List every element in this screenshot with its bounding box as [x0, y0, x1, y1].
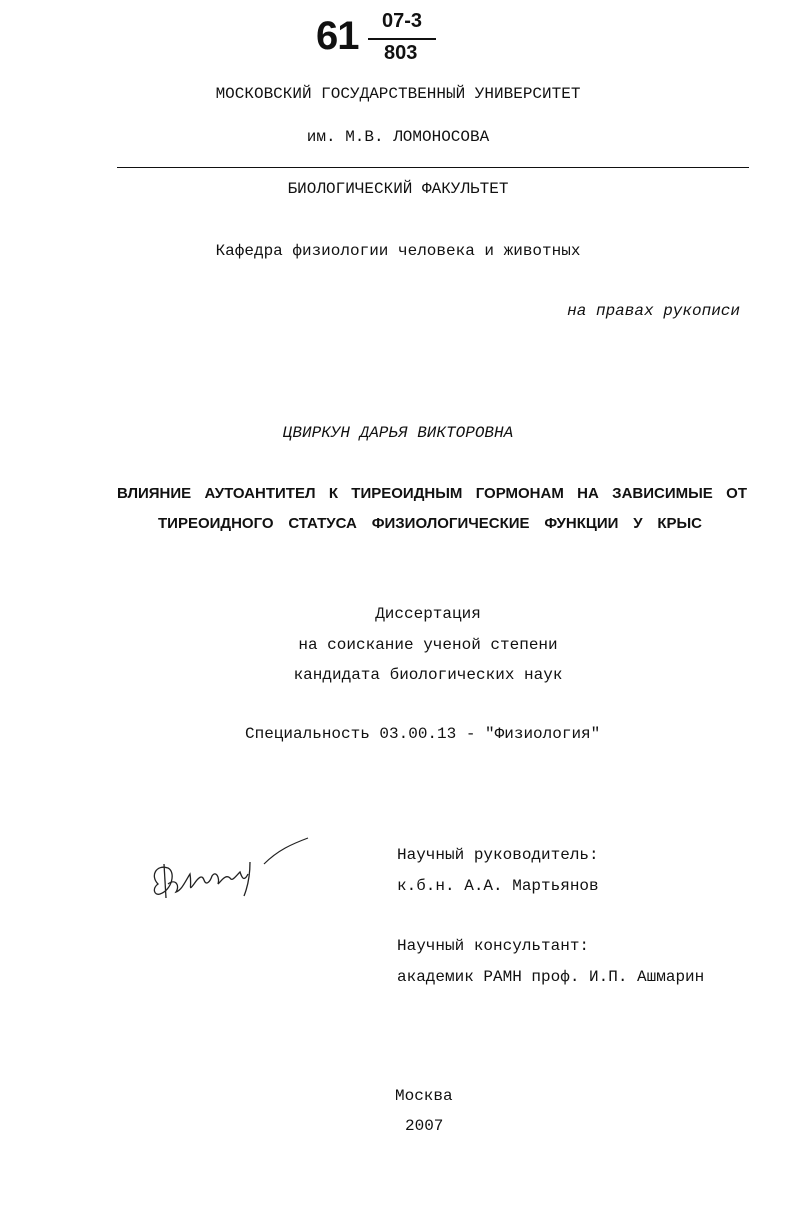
title-word: ЗАВИСИМЫЕ: [612, 485, 713, 502]
dissertation-degree: кандидата биологических наук: [293, 666, 563, 684]
university-name: МОСКОВСКИЙ ГОСУДАРСТВЕННЫЙ УНИВЕРСИТЕТ: [215, 85, 581, 103]
department-name: Кафедра физиологии человека и животных: [215, 242, 581, 260]
header-divider: [117, 167, 749, 168]
shelf-code-denominator: 803: [384, 42, 418, 64]
university-named-after: им. М.В. ЛОМОНОСОВА: [306, 128, 490, 146]
specialty: Специальность 03.00.13 - "Физиология": [245, 725, 601, 743]
title-word: ФУНКЦИИ: [544, 515, 619, 532]
shelf-code-numerator: 07-3: [382, 10, 423, 32]
author-name: ЦВИРКУН ДАРЬЯ ВИКТОРОВНА: [282, 424, 514, 442]
title-word: ТИРЕОИДНОГО: [158, 515, 274, 532]
city: Москва: [395, 1087, 453, 1105]
title-word: ГОРМОНАМ: [475, 485, 564, 502]
shelf-code-fraction-bar: [368, 38, 436, 40]
title-word: К: [328, 485, 338, 502]
year: 2007: [405, 1117, 444, 1135]
title-word: НА: [577, 485, 599, 502]
shelf-code-main: 61: [316, 14, 359, 58]
title-word: У: [633, 515, 643, 532]
title-word: ВЛИЯНИЕ: [117, 485, 192, 502]
title-word: ОТ: [726, 485, 747, 502]
dissertation-type: Диссертация: [375, 605, 481, 623]
consultant-label: Научный консультант:: [397, 937, 590, 955]
title-line-2: [158, 515, 702, 532]
consultant-name: академик РАМН проф. И.П. Ашмарин: [397, 968, 705, 986]
title-word: ФИЗИОЛОГИЧЕСКИЕ: [371, 515, 530, 532]
title-line-1: [117, 485, 747, 502]
handwritten-signature: [146, 834, 316, 906]
faculty-name: БИОЛОГИЧЕСКИЙ ФАКУЛЬТЕТ: [287, 180, 509, 198]
title-word: АУТОАНТИТЕЛ: [204, 485, 316, 502]
dissertation-purpose: на соискание ученой степени: [298, 636, 558, 654]
title-word: ТИРЕОИДНЫМ: [351, 485, 463, 502]
supervisor-label: Научный руководитель:: [397, 846, 599, 864]
manuscript-note: на правах рукописи: [567, 302, 740, 320]
title-word: СТАТУСА: [288, 515, 357, 532]
title-word: КРЫС: [657, 515, 702, 532]
supervisor-name: к.б.н. А.А. Мартьянов: [397, 877, 599, 895]
